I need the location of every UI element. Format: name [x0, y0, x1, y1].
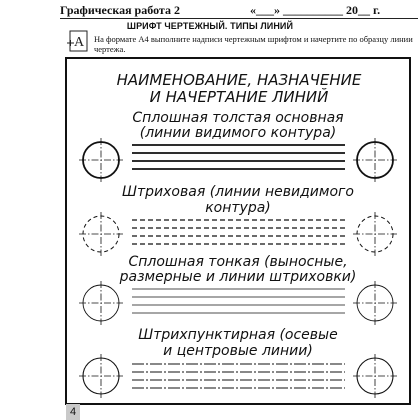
caption-solid-thick-1: Сплошная толстая основная	[132, 110, 344, 126]
circle-sample-left	[79, 354, 123, 398]
task-text: На формате А4 выполните надписи чертежным шрифтом и начертите по образцу линии чертежа.	[94, 34, 413, 54]
line-samples	[132, 289, 345, 313]
circle-sample-right	[353, 281, 397, 325]
sample-solid-thick	[79, 138, 397, 182]
caption-solid-thin-2: размерные и линии штриховки)	[119, 269, 357, 285]
circle-sample-left	[79, 281, 123, 325]
line-samples	[132, 364, 345, 388]
sample-dash-dot	[79, 354, 397, 398]
caption-dashed-1: Штриховая (линии невидимого	[122, 184, 354, 200]
caption-solid-thin-1: Сплошная тонкая (выносные,	[128, 254, 348, 270]
caption-dash-dot-1: Штрихпунктирная (осевые	[138, 327, 338, 343]
page-subtitle: ШРИФТ ЧЕРТЕЖНЫЙ. ТИПЫ ЛИНИЙ	[126, 21, 294, 31]
circle-sample-right	[353, 212, 397, 256]
circle-sample-left	[79, 212, 123, 256]
caption-solid-thick-2: (линии видимого контура)	[139, 125, 337, 141]
sample-dashed	[79, 212, 397, 256]
work-title: Графическая работа 2	[60, 3, 180, 17]
circle-sample-right	[353, 354, 397, 398]
sheet-heading-line-2: И НАЧЕРТАНИЕ ЛИНИЙ	[149, 88, 329, 106]
sample-solid-thin	[79, 281, 397, 325]
sheet-heading-line-1: НАИМЕНОВАНИЕ, НАЗНАЧЕНИЕ	[116, 71, 362, 89]
circle-sample-left	[79, 138, 123, 182]
caption-dashed-2: контура)	[205, 200, 271, 216]
circle-sample-right	[353, 138, 397, 182]
task-icon-letter: A	[73, 35, 85, 50]
line-samples	[132, 220, 345, 244]
date-field: «___» __________ 20__ г.	[250, 3, 381, 17]
line-samples	[132, 145, 345, 169]
caption-dash-dot-2: и центровые линии)	[163, 343, 313, 359]
page-number: 4	[66, 404, 80, 420]
